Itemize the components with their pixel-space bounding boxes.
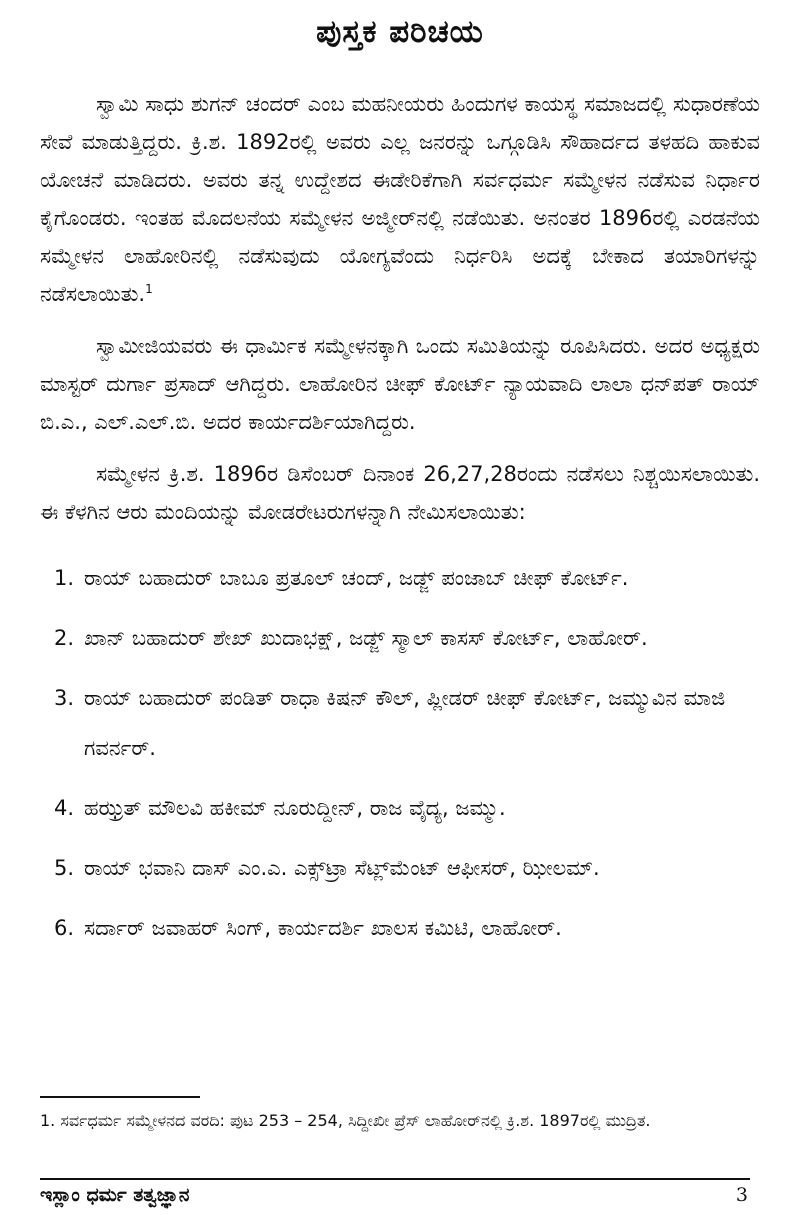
list-item-text: ರಾಯ್ ಬಹಾದುರ್ ಬಾಬೂ ಪ್ರತೂಲ್ ಚಂದ್, ಜಡ್ಜ್ ಪಂಜಾಬ್ ಚೀಫ್ ಕೋರ್ಟ್. bbox=[84, 566, 629, 590]
list-item-text: ರಾಯ್ ಭವಾನಿ ದಾಸ್ ಎಂ.ಎ. ಎಕ್ಸ್‌ಟ್ರಾ ಸೆಟ್ಲ್‌ಮೆಂಟ್ ಆಫೀಸರ್, ಝೀಲಮ್. bbox=[84, 856, 600, 880]
list-item-text: ಹಝ್ರತ್ ಮೌಲವಿ ಹಕೀಮ್ ನೂರುದ್ದೀನ್, ರಾಜ ವೈದ್ಯ, ಜಮ್ಮು. bbox=[84, 796, 506, 820]
list-item-number: 6. bbox=[54, 916, 75, 940]
book-page bbox=[40, 10, 760, 1205]
list-item bbox=[40, 553, 760, 603]
list-item bbox=[40, 613, 760, 663]
page-number: 3 bbox=[735, 1184, 748, 1206]
list-item-number: 4. bbox=[54, 796, 75, 820]
list-item bbox=[40, 673, 760, 773]
intro-paragraph-text: ಸ್ವಾಮಿ ಸಾಧು ಶುಗನ್ ಚಂದರ್ ಎಂಬ ಮಹನೀಯರು ಹಿಂದುಗಳ ಕಾಯಸ್ಥ ಸಮಾಜದಲ್ಲಿ ಸುಧಾರಣೆಯ ಸೇವೆ ಮಾಡುತ್ತಿದ್ದರು. ಕ್ರಿ.ಶ. 1892ರಲ್ಲಿ ಅವರು ಎಲ್ಲ ಜನರನ್ನು ಒಗ್ಗೂಡಿಸಿ ಸೌಹಾರ್ದದ ತಳಹದಿ ಹಾಕುವ ಯೋಚನೆ ಮಾಡಿದರು. ಅವರು ತನ್ನ ಉದ್ದೇಶದ ಈಡೇರಿಕೆಗಾಗಿ ಸರ್ವಧರ್ಮ ಸಮ್ಮೇಳನ ನಡೆಸುವ ನಿರ್ಧಾರ ಕೈಗೊಂಡರು. ಇಂತಹ ಮೊದಲನೆಯ ಸಮ್ಮೇಳನ ಅಜ್ಮೀರ್‌ನಲ್ಲಿ ನಡೆಯಿತು. ಅನಂತರ 1896ರಲ್ಲಿ ಎರಡನೆಯ ಸಮ್ಮೇಳನ ಲಾಹೋರಿನಲ್ಲಿ ನಡೆಸುವುದು ಯೋಗ್ಯವೆಂದು ನಿರ್ಧರಿಸಿ ಅದಕ್ಕೆ ಬೇಕಾದ ತಯಾರಿಗಳನ್ನು ನಡೆಸಲಾಯಿತು. bbox=[40, 92, 760, 306]
footnote-divider bbox=[40, 1096, 200, 1098]
moderators-list bbox=[40, 553, 760, 953]
list-item-number: 5. bbox=[54, 856, 75, 880]
list-item-number: 1. bbox=[54, 566, 75, 590]
list-item bbox=[40, 783, 760, 833]
list-item bbox=[40, 843, 760, 893]
footnote: 1. ಸರ್ವಧರ್ಮ ಸಮ್ಮೇಳನದ ವರದಿ: ಪುಟ 253 – 254, ಸಿದ್ದೀಖೀ ಪ್ರೆಸ್ ಲಾಹೋರ್‌ನಲ್ಲಿ ಕ್ರಿ.ಶ. 1897ರಲ್ಲಿ ಮುದ್ರಿತ. bbox=[40, 1111, 651, 1130]
schedule-paragraph: ಸಮ್ಮೇಳನ ಕ್ರಿ.ಶ. 1896ರ ಡಿಸೆಂಬರ್ ದಿನಾಂಕ 26,27,28ರಂದು ನಡೆಸಲು ನಿಶ್ಚಯಿಸಲಾಯಿತು. ಈ ಕೆಳಗಿನ ಆರು ಮಂದಿಯನ್ನು ಮೋಡರೇಟರುಗಳನ್ನಾಗಿ ನೇಮಿಸಲಾಯಿತು: bbox=[40, 462, 760, 524]
list-item-text: ಖಾನ್ ಬಹಾದುರ್ ಶೇಖ್ ಖುದಾಭಕ್ಷ್, ಜಡ್ಜ್ ಸ್ಮಾಲ್ ಕಾಸಸ್ ಕೋರ್ಟ್, ಲಾಹೋರ್. bbox=[84, 626, 648, 650]
running-footer-title: ಇಸ್ಲಾಂ ಧರ್ಮ ತತ್ವಜ್ಞಾನ bbox=[40, 1184, 190, 1206]
list-item-number: 3. bbox=[54, 686, 75, 710]
list-item-number: 2. bbox=[54, 626, 75, 650]
page-title: ಪುಸ್ತಕ ಪರಿಚಯ bbox=[316, 14, 484, 50]
list-item-text: ರಾಯ್ ಬಹಾದುರ್ ಪಂಡಿತ್ ರಾಧಾ ಕಿಷನ್ ಕೌಲ್, ಪ್ಲೀಡರ್ ಚೀಫ್ ಕೋರ್ಟ್, ಜಮ್ಮುವಿನ ಮಾಜಿ ಗವರ್ನರ್. bbox=[84, 686, 726, 760]
intro-paragraph bbox=[40, 85, 760, 313]
list-item-text: ಸರ್ದಾರ್ ಜವಾಹರ್ ಸಿಂಗ್, ಕಾರ್ಯದರ್ಶಿ ಖಾಲಸ ಕಮಿಟಿ, ಲಾಹೋರ್. bbox=[84, 916, 562, 940]
footnote-reference: 1 bbox=[145, 282, 153, 296]
committee-paragraph: ಸ್ವಾಮೀಜಿಯವರು ಈ ಧಾರ್ಮಿಕ ಸಮ್ಮೇಳನಕ್ಕಾಗಿ ಒಂದು ಸಮಿತಿಯನ್ನು ರೂಪಿಸಿದರು. ಅದರ ಅಧ್ಯಕ್ಷರು ಮಾಸ್ಟರ್ ದುರ್ಗಾ ಪ್ರಸಾದ್ ಆಗಿದ್ದರು. ಲಾಹೋರಿನ ಚೀಫ್ ಕೋರ್ಟ್ ನ್ಯಾಯವಾದಿ ಲಾಲಾ ಧನ್‌ಪತ್ ರಾಯ್ ಬಿ.ಎ., ಎಲ್.ಎಲ್.ಬಿ. ಅದರ ಕಾರ್ಯದರ್ಶಿಯಾಗಿದ್ದರು. bbox=[40, 334, 760, 434]
footer-divider bbox=[40, 1178, 750, 1180]
list-item bbox=[40, 903, 760, 953]
